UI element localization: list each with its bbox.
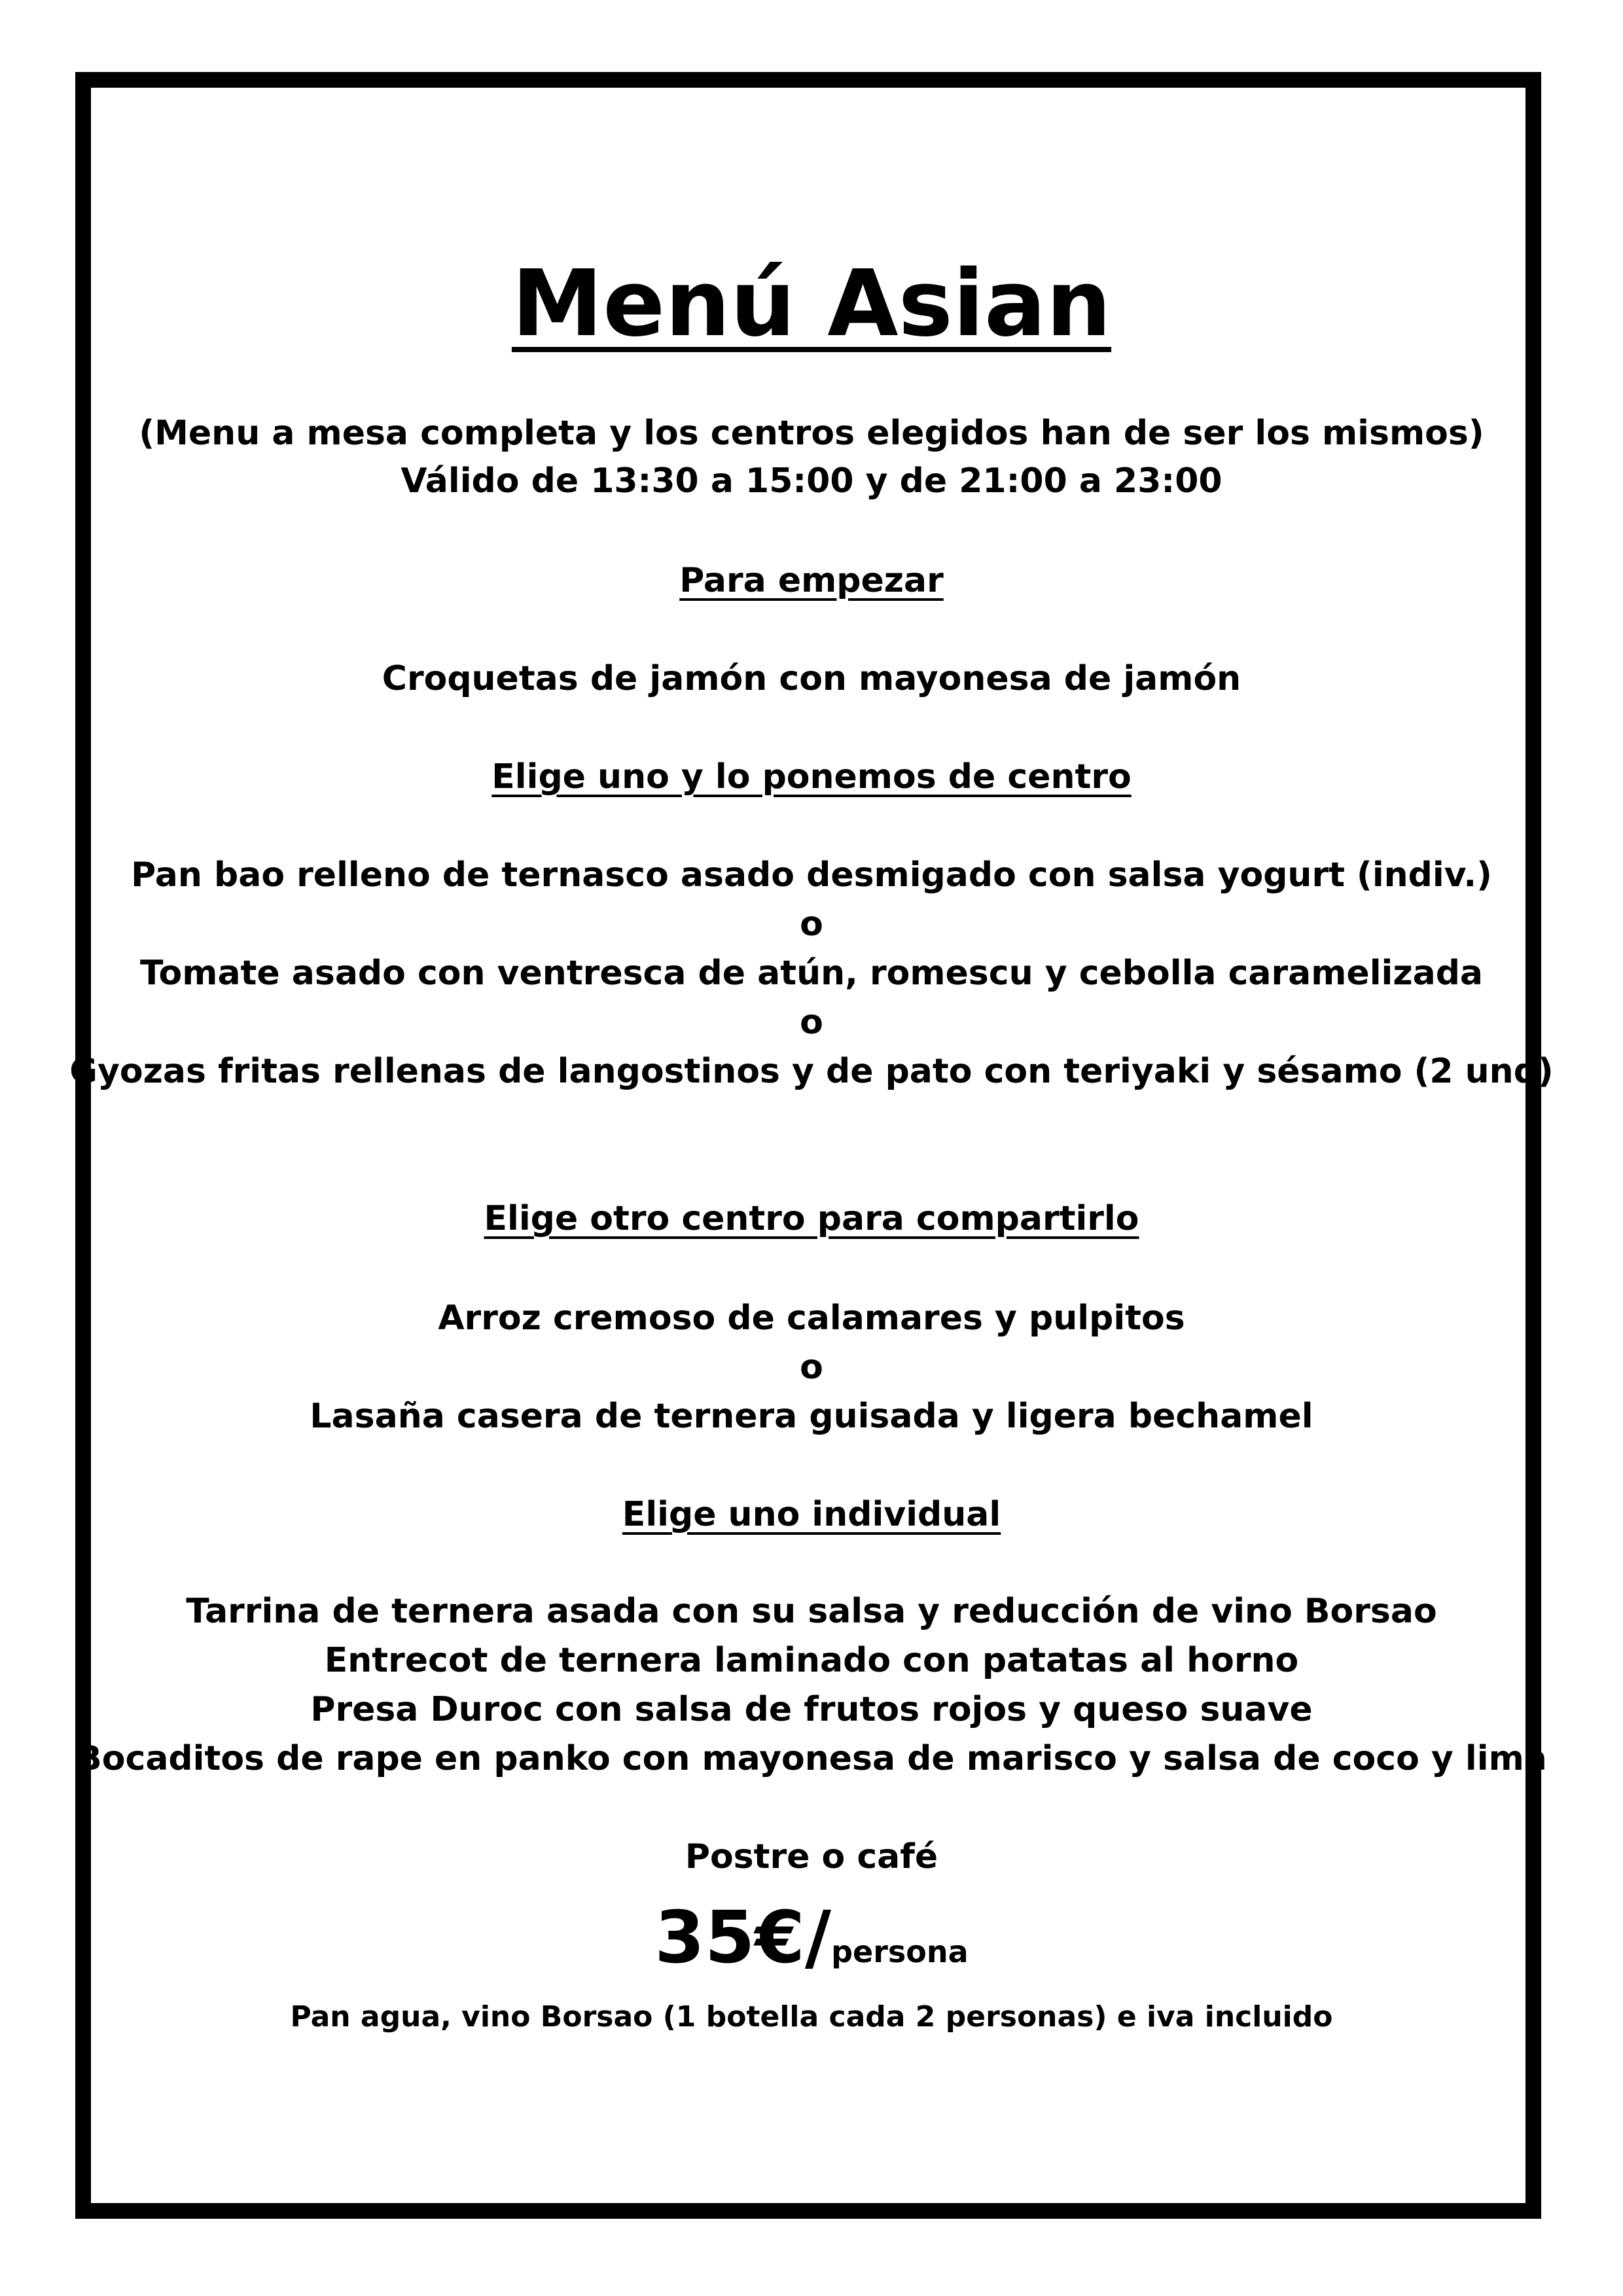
included-note: Pan agua, vino Borsao (1 botella cada 2 personas) e iva incluido <box>290 2000 1333 2034</box>
section-heading-center1: Elige uno y lo ponemos de centro <box>491 757 1132 797</box>
menu-item: Pan bao relleno de ternasco asado desmigado con salsa yogurt (indiv.) <box>131 855 1492 895</box>
price-unit: persona <box>831 1934 969 1969</box>
dessert-line: Postre o café <box>685 1837 938 1876</box>
menu-item: Arroz cremoso de calamares y pulpitos <box>438 1299 1185 1338</box>
section-heading-start: Para empezar <box>679 561 944 600</box>
menu-item: Croquetas de jamón con mayonesa de jamón <box>382 659 1241 698</box>
price-amount: 35€/ <box>654 1895 832 1979</box>
menu-item: Tomate asado con ventresca de atún, romescu y cebolla caramelizada <box>139 954 1484 993</box>
menu-separator: o <box>800 1348 823 1387</box>
menu-separator: o <box>800 905 823 944</box>
menu-item: Tarrina de ternera asada con su salsa y reducción de vino Borsao <box>186 1592 1437 1631</box>
menu-item: Presa Duroc con salsa de frutos rojos y queso suave <box>310 1690 1313 1729</box>
menu-item: Gyozas fritas rellenas de langostinos y de pato con teriyaki y sésamo (2 und) <box>69 1052 1554 1091</box>
section-heading-individual: Elige uno individual <box>622 1495 1001 1534</box>
section-heading-center2: Elige otro centro para compartirlo <box>484 1199 1139 1238</box>
menu-item: Bocaditos de rape en panko con mayonesa de marisco y salsa de coco y lima <box>76 1739 1547 1778</box>
price <box>0 1895 1623 1979</box>
menu-item: Entrecot de ternera laminado con patatas al horno <box>324 1641 1299 1680</box>
menu-validity: Válido de 13:30 a 15:00 y de 21:00 a 23:00 <box>401 461 1222 501</box>
menu-subtitle: (Menu a mesa completa y los centros elegidos han de ser los mismos) <box>139 414 1484 453</box>
menu-title: Menú Asian <box>511 251 1112 357</box>
menu-separator: o <box>800 1003 823 1042</box>
menu-item: Lasaña casera de ternera guisada y ligera bechamel <box>310 1397 1313 1436</box>
